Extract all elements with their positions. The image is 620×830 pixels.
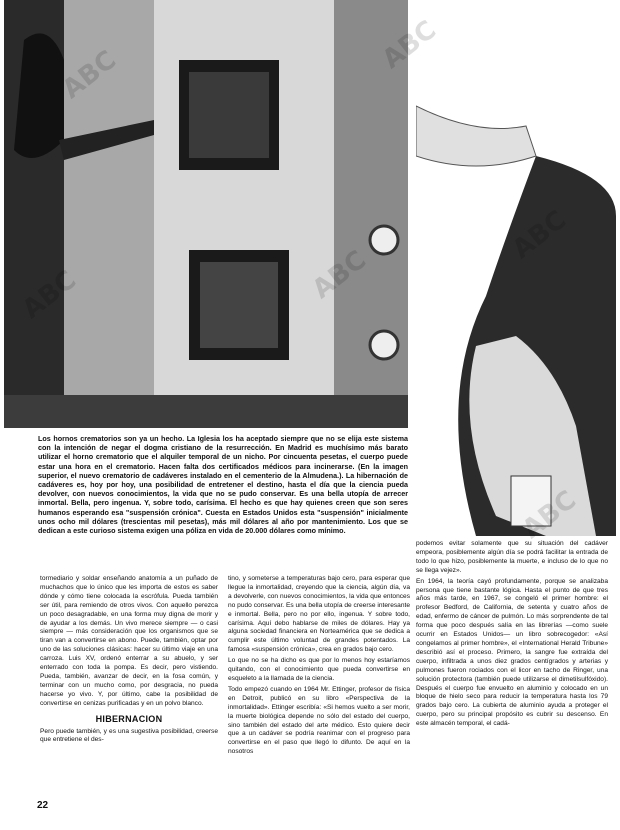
capsule-illustration bbox=[416, 96, 616, 536]
paragraph: Pero puede también, y es una sugestiva posibilidad, creerse que entretiene el des- bbox=[40, 727, 218, 744]
paragraph: podemos evitar solamente que su situación del cadáver empeora, posiblemente algún día se podrá facilitar la entrada de todo lo que hizo, posiblemente la muerte, e incluso de lo que no se llega vejez». bbox=[416, 540, 608, 574]
crematorium-photo bbox=[4, 0, 408, 428]
suspension-capsule-photo bbox=[416, 96, 616, 536]
photo-caption: Los hornos crematorios son ya un hecho. La Iglesia los ha aceptado siempre que no se elija este sistema con la intención de negar el dogma cristiano de la resurrección. En Madrid es muchísimo más barato utilizar el horno crematorio que el alquiler temporal de un nicho. Por cincuenta pesetas, el cuerpo puede estar una hora en el crematorio. Hacen falta dos certificados médicos para incinerarse. (En la imagen superior, el nuevo crematorio de cadáveres instalado en el cementerio de la Almudena.). La hibernación de cadáveres es, hoy por hoy, una posibilidad de entretener el destino, hasta el día que la ciencia pueda devolver, con nuevos conocimientos, la vida que no se pudo conservar. Es una bella utopía de arrecer inmortal. Bella, pero ingenua. Y, sobre todo, carísima. El hecho es que hay quienes creen que son seres humanos esperando esa "suspensión crónica". Cuesta en Estados Unidos esta "suspensión" inicialmente unos ocho mil dólares (trescientas mil pesetas), más mil dólares al año por mantenimiento. Los que se dedican a este curioso sistema exigen una póliza en vida de 20.000 dólares como mínimo. bbox=[38, 434, 408, 536]
article-column-1 bbox=[40, 575, 218, 747]
crematorium-illustration bbox=[4, 0, 408, 428]
paragraph: En 1964, la teoría cayó profundamente, porque se analizaba persona que tiene bastante lógica. Hasta el punto de que tres años más tarde, en 1967, se congeló el primer hombre: el profesor Bedford, de California, de setenta y cuatro años de edad, enfermo de cáncer de pulmón. Lo más sorprendente de tal forma que poco después salía en las librerías —como suele ocurrir en Estados Unidos— un libro sobrecogedor: «Así congelamos al primer hombre», el «International Herald Tribune» describió así el proceso. Primero, la sangre fue extraída del cuerpo, infiltrada a unos diez grados centígrados y arterias y pulmones fueron rociados con el licor en tacho de Ringer, una solución protectora (también puede utilizarse el dimetilsulfóxido). Después el cuerpo fue envuelto en aluminio y colocado en un bloque de hielo seco para reducir la temperatura hasta los 79 grados bajo cero. La cubierta de aluminio ayuda a proteger el cuerpo, pero su principal propósito es cubrir su descenso. En este almacén temporal, el cadá- bbox=[416, 577, 608, 728]
paragraph: tormediario y soldar enseñando anatomía a un puñado de muchachos que lo único que les importa de estos es saber dónde y cómo tiene colocada la escrófula. Pueda también ser útil, para remiendo de otros vivos. Con aquello perezca un poco desagradable, en una forma muy digna de morir y de ayudar a los demás. Un vivo merece siempre — o casi siempre — más consideración que los organismos que se tiran van a convertirse en abono. Puede, también, optar por uno de las soluciones clásicas: hacer su último viaje en una carroza. Luis XV, ordenó enterrar a su abuelo, y ser enterrado con toda la pompa. Es decir, pero vistiendo. Pueda, también, avanzar de decir, en la fosa común, y terminar con un mucho como, por desgracia, no pueda hacerse yo vivo. Y, por último, cabe la posibilidad de convertirse en cenizas purificadas y en un polvo blanco. bbox=[40, 575, 218, 707]
page-number: 22 bbox=[37, 800, 49, 811]
article-column-3 bbox=[416, 540, 608, 731]
watermark: ABC bbox=[377, 15, 443, 75]
paragraph: tino, y someterse a temperaturas bajo cero, para esperar que llegue la inmortalidad, creyendo que la ciencia, algún día, va a devolverle, con nuevos conocimientos, la vida que entonces no pudo conservar. Es una bella utopía de creerse interesante e inmortal. Bella, pero no por ello, ingenua. Y sobre todo, carísima. Aquí debo hablarse de miles de dólares. Hay ya alguna sociedad financiera en Norteamérica que se dedica a cumplir este último voluntad de grandes potentados. La famosa «suspensión crónica», crea en grados bajo cero. bbox=[228, 575, 410, 654]
paragraph: Lo que no se ha dicho es que por lo menos hoy estaríamos quitando, con el conocimiento que pueda convertirse en esqueleto a la llamada de la ciencia. bbox=[228, 657, 410, 682]
section-heading: HIBERNACION bbox=[95, 713, 163, 724]
article-column-2 bbox=[228, 575, 410, 759]
paragraph: Todo empezó cuando en 1964 Mr. Ettinger, profesor de física en Detroit, publicó en su libro «Perspectiva de la inmortalidad». Ettinger escribía: «Si hemos vuelto a ser morir, la muerte biológica depende no sólo del estado del cuerpo, sino también del estado del arte médico. Esto quiere decir que a un cadáver se podría reanimar con el progreso para convertirse en el paso que llegó lo difunto. De aquí en la nosotros bbox=[228, 685, 410, 756]
